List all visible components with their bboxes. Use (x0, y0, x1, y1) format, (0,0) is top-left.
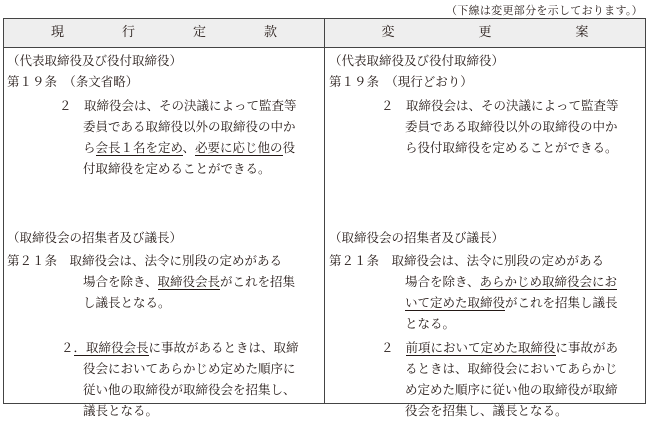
articles-comparison-table (3, 18, 646, 418)
text: 役 (282, 140, 296, 155)
article-text-line (329, 292, 641, 313)
change-note: （下線は変更部分を示しております。） (445, 4, 643, 17)
header-char: 現 (50, 25, 64, 40)
article-text-line: 委員である取締役以外の取締役の中か (405, 119, 618, 134)
current-heading-representative (7, 50, 319, 71)
proposed-article-21-para-2 (329, 337, 641, 421)
current-heading-convener (7, 227, 319, 248)
text: がこれを招集 (220, 274, 296, 289)
column-divider (324, 19, 325, 403)
proposed-heading-representative (329, 50, 641, 71)
article-text-line: ２ 取締役会は、その決議によって監査等 (59, 98, 297, 113)
changed-text: 会長１名を定め (95, 140, 183, 155)
text: に事故があ (555, 340, 619, 355)
header-char: 款 (264, 25, 278, 40)
text: ２ (61, 340, 74, 355)
header-current-articles (4, 19, 324, 47)
article-text-line: 第２１条 取締役会は、法令に別段の定めがある (329, 253, 605, 268)
article-text-line: 従い他の取締役が取締役会を招集し、 (83, 382, 296, 397)
header-char: 定 (193, 25, 207, 40)
article-text-line: るときは、取締役会においてあらかじ (405, 361, 618, 376)
article-text-line: め定めた順序に従い他の取締役が取締 (405, 382, 618, 397)
article-text-line (7, 337, 319, 358)
proposed-article-21 (329, 250, 641, 334)
article-text-line: 委員である取締役以外の取締役の中か (83, 119, 296, 134)
changed-text: 前項において定めた取締役 (405, 340, 556, 355)
changed-text: いて定めた取締役 (405, 295, 506, 310)
text: に事故があるときは、取締 (148, 340, 299, 355)
text: ２ (381, 340, 394, 355)
section-heading: （取締役会の招集者及び議長） (329, 230, 505, 245)
text: 場合を除き、 (83, 274, 158, 289)
article-text-line: 第２１条 取締役会は、法令に別段の定めがある (7, 253, 283, 268)
current-article-19 (7, 71, 319, 92)
article-text-line: ２ 取締役会は、その決議によって監査等 (381, 98, 619, 113)
article-text-line: 議長となる。 (83, 403, 159, 418)
article-text-line: 役会を招集し、議長となる。 (405, 403, 568, 418)
article-text-line: し議長となる。 (83, 295, 171, 310)
header-char: 変 (381, 25, 395, 40)
section-heading: （取締役会の招集者及び議長） (7, 230, 183, 245)
article-text-line (7, 137, 319, 158)
changed-text: 取締役会長 (157, 274, 221, 289)
article-text-line (329, 271, 641, 292)
changed-text: 必要に応じ他の (195, 140, 283, 155)
current-article-21 (7, 250, 319, 313)
article-text-line (329, 337, 641, 358)
current-article-21-para-2 (7, 337, 319, 421)
section-heading: （代表取締役及び役付取締役） (7, 53, 183, 68)
header-char: 更 (478, 25, 492, 40)
header-char: 案 (575, 25, 589, 40)
article-text-line: 役会においてあらかじめ定めた順序に (83, 361, 296, 376)
article-text-line: となる。 (405, 316, 456, 331)
article-text-line: ら役付取締役を定めることができる。 (405, 140, 618, 155)
changed-text: 取締役会長 (86, 340, 149, 355)
changed-text: ． (73, 340, 87, 355)
article-title: 第１９条 （現行どおり） (329, 74, 473, 89)
text: 、 (182, 140, 196, 155)
text: ら (83, 140, 96, 155)
proposed-article-19-para-2 (329, 95, 641, 158)
header-char: 行 (121, 25, 135, 40)
proposed-article-19 (329, 71, 641, 92)
section-heading: （代表取締役及び役付取締役） (329, 53, 505, 68)
article-title: 第１９条 （条文省略） (7, 74, 139, 89)
article-text-line: 付取締役を定めることができる。 (83, 161, 271, 176)
text: がこれを招集し議長 (505, 295, 618, 310)
current-article-19-para-2 (7, 95, 319, 179)
header-proposed-changes (325, 19, 645, 47)
proposed-heading-convener (329, 227, 641, 248)
text: 場合を除き、 (405, 274, 480, 289)
changed-text: あらかじめ取締役会にお (479, 274, 618, 289)
article-text-line (7, 271, 319, 292)
